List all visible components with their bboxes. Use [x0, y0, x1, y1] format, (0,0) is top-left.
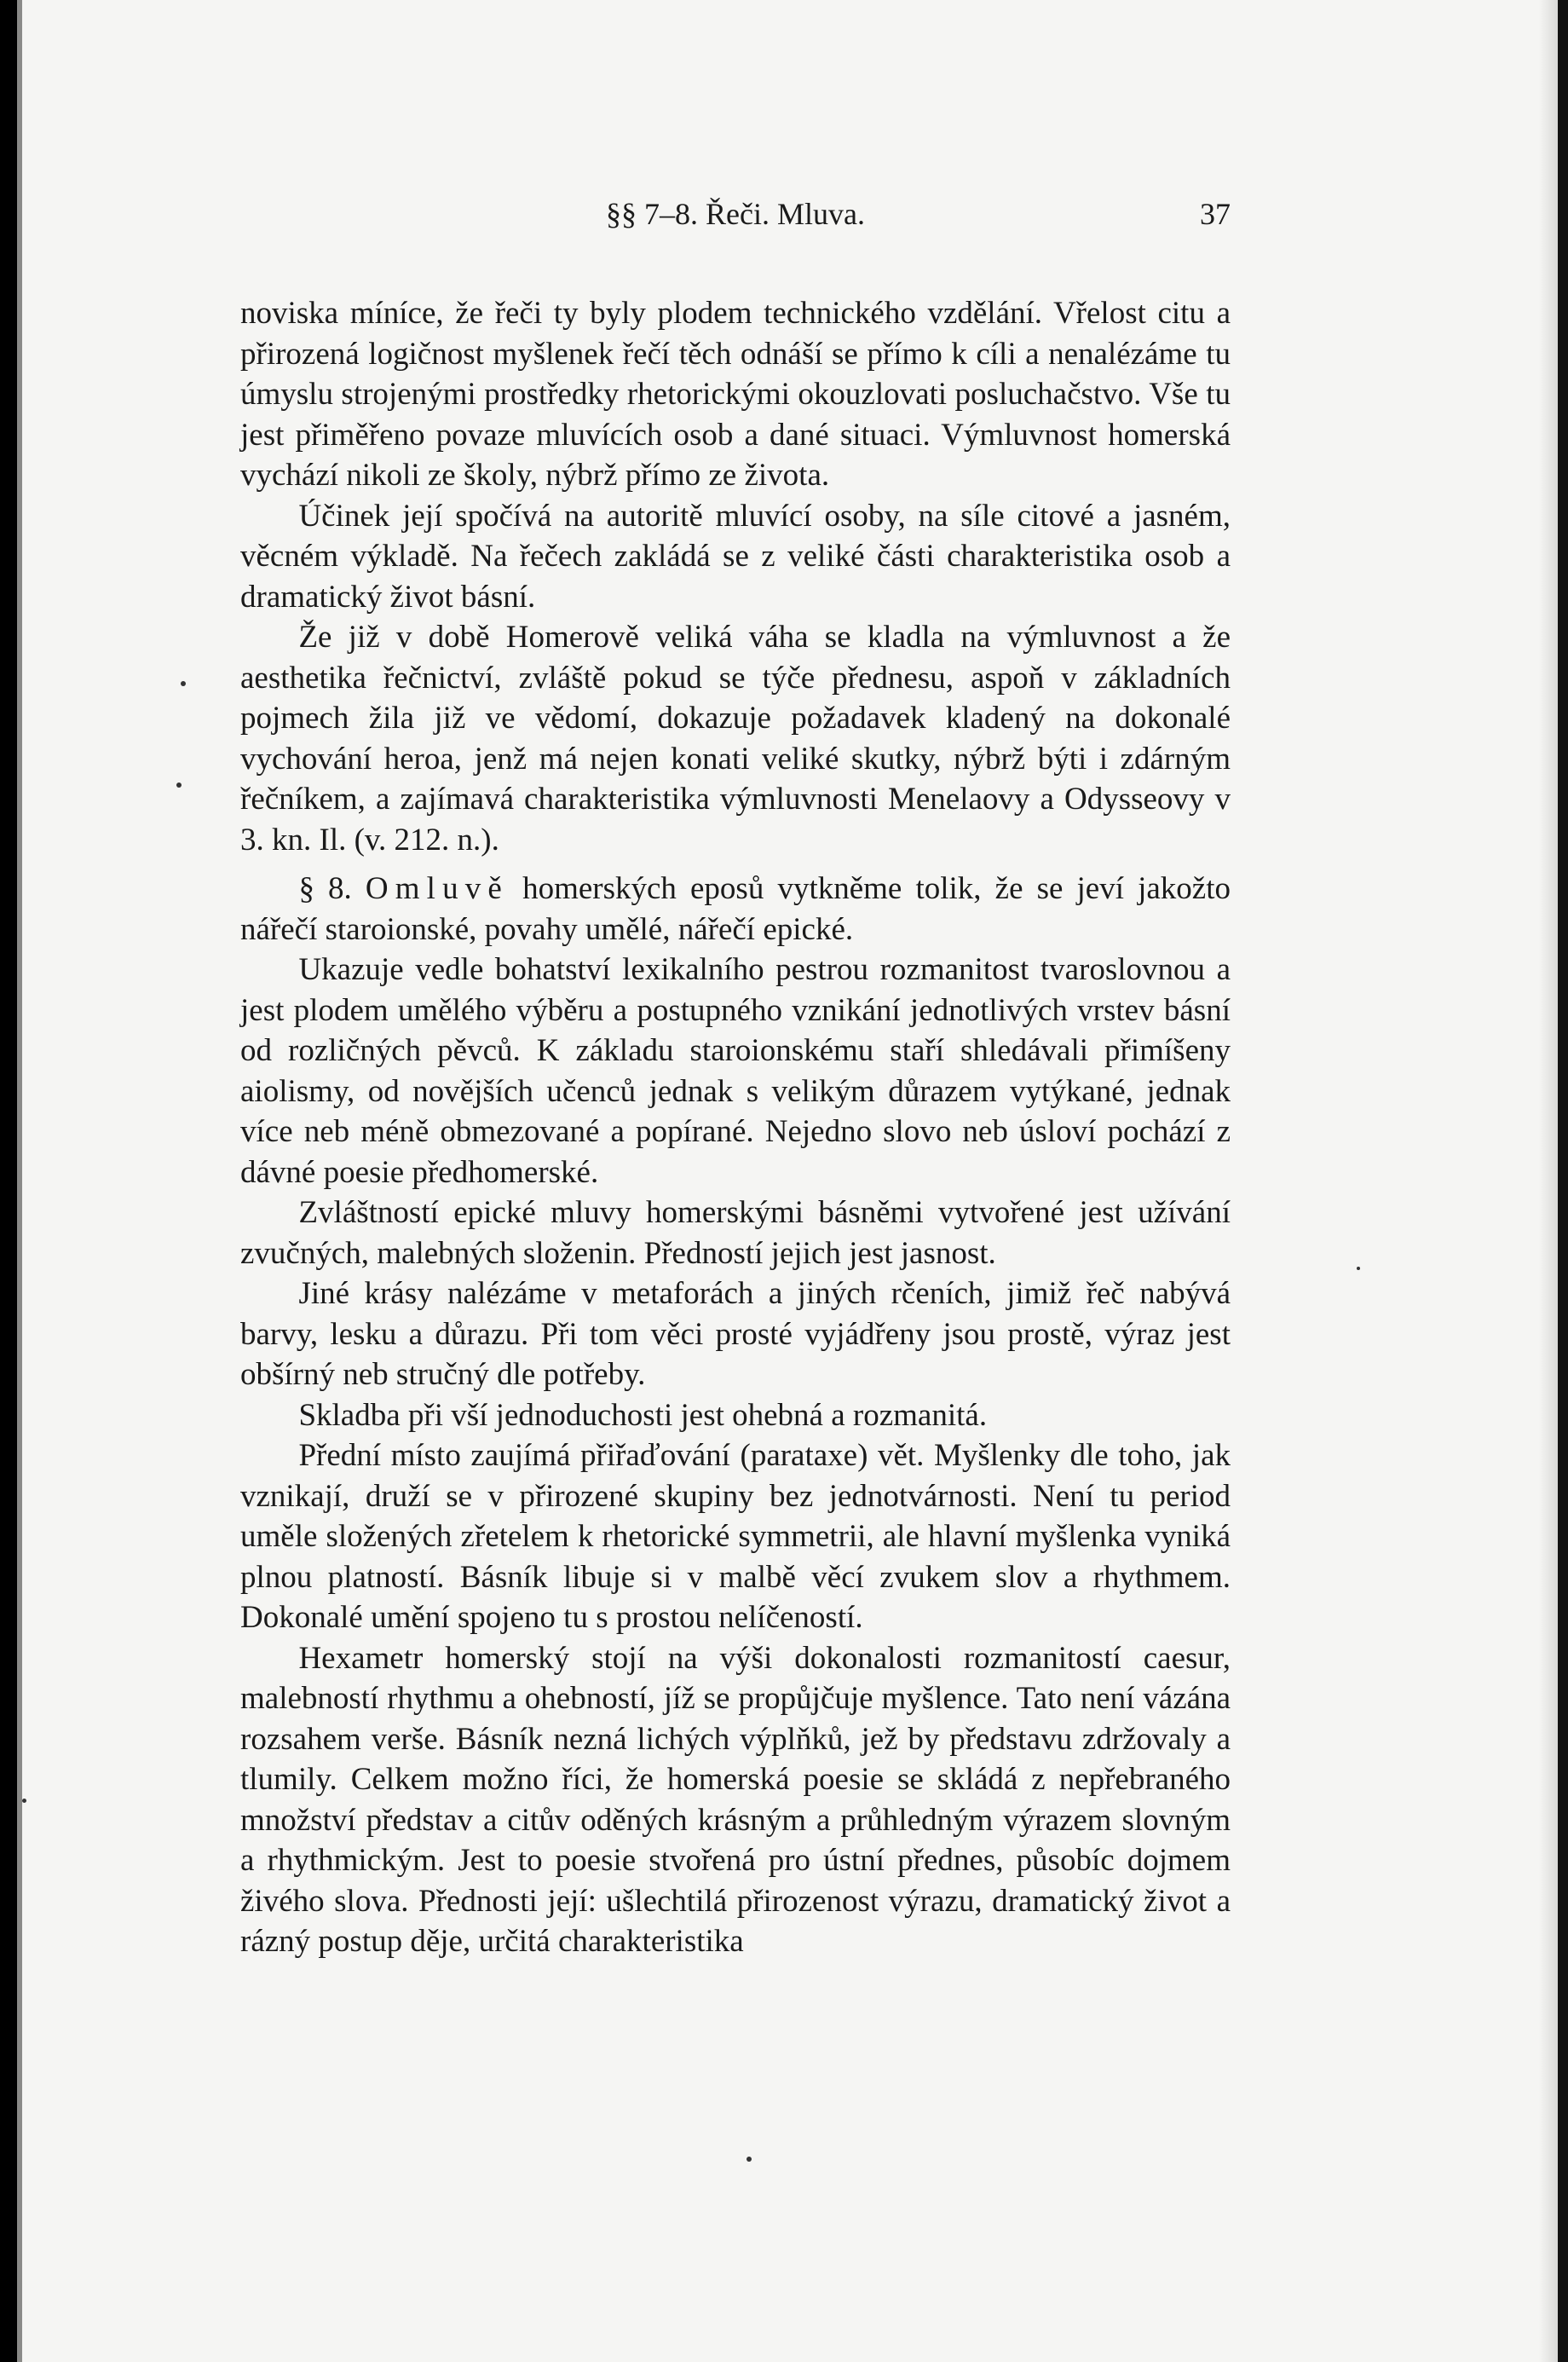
- paragraph-10: Hexametr homerský stojí na výši dokonalosti rozmanitostí caesur, malebností rhythmu a ohebností, jíž se propůjčuje myšlence. Tato není vázána rozsahem verše. Básník nezná lichých výplňků, jež by představu zdržovaly a tlumily. Celkem možno říci, že homerská poesie se skládá z nepřebraného množství představ a citův oděných krásným a průhledným výrazem slovným a rhythmickým. Jest to poesie stvořená pro ústní přednes, působíc dojmem živého slova. Přednosti její: ušlechtilá přirozenost výrazu, dramatický život a rázný postup děje, určitá charakteristika: [240, 1640, 1231, 1959]
- section-8-paragraph: [240, 869, 1231, 950]
- print-speck: [176, 783, 182, 788]
- scan-left-border-shadow: [17, 0, 22, 2362]
- print-speck: [1357, 1267, 1360, 1270]
- running-header: [240, 194, 1231, 237]
- print-speck: [181, 681, 186, 686]
- section-8-text: homerských eposů vytkněme tolik, že se jeví jakožto nářečí staroionské, povahy umělé, nářečí epické.: [240, 871, 1231, 947]
- paragraph-5: Ukazuje vedle bohatství lexikalního pestrou rozmanitost tvaroslovnou a jest plodem umělého výběru a postupného vznikání jednotlivých vrstev básní od rozličných pěvců. K základu staroionskému staří shledávali přimíšeny aiolismy, od novějších učenců jednak s velikým důrazem vytýkané, jednak více neb méně obmezované a popírané. Nejedno slovo neb úsloví pochází z dávné poesie předhomerské.: [240, 952, 1231, 1190]
- print-speck: [747, 2157, 752, 2162]
- section-mark: § 8.: [298, 871, 352, 906]
- paragraph-8: Skladba při vší jednoduchosti jest ohebná a rozmanitá.: [298, 1397, 988, 1433]
- paragraph-6: Zvláštností epické mluvy homerskými básněmi vytvořené jest užívání zvučných, malebných složenin. Předností jejich jest jasnost.: [240, 1195, 1231, 1271]
- section-keyword: Omluvě: [365, 871, 509, 906]
- scan-right-border: [1558, 0, 1568, 2362]
- running-title: §§ 7–8. Řeči. Mluva.: [606, 197, 865, 231]
- paragraph-9: Přední místo zaujímá přiřaďování (parataxe) vět. Myšlenky dle toho, jak vznikají, druží se v přirozené skupiny bez jednotvárnosti. Není tu period uměle složených zřetelem k rhetorické symmetrii, ale hlavní myšlenka vyniká plnou platností. Básník libuje si v malbě věcí zvukem slov a rhythmem. Dokonalé umění spojeno tu s prostou nelíčeností.: [240, 1438, 1231, 1635]
- page-number: 37: [1200, 197, 1231, 231]
- print-speck: [22, 1799, 26, 1803]
- scan-right-border-shadow: [1539, 0, 1558, 2362]
- paragraph-1: noviska míníce, že řeči ty byly plodem technického vzdělání. Vřelost citu a přirozená logičnost myšlenek řečí těch odnáší se přímo k cíli a nenalézáme tu úmyslu strojenými prostředky rhetorickými okouzlovati posluchačstvo. Vše tu jest přiměřeno povaze mluvících osob a dané situaci. Výmluvnost homerská vychází nikoli ze školy, nýbrž přímo ze života.: [240, 296, 1231, 493]
- book-page: [240, 194, 1231, 1962]
- paragraph-3: Že již v době Homerově veliká váha se kladla na výmluvnost a že aesthetika řečnictví, zvláště pokud se týče přednesu, aspoň v základních pojmech žila již ve vědomí, dokazuje požadavek kladený na dokonalé vychování heroa, jenž má nejen konati veliké skutky, nýbrž býti i zdárným řečníkem, a zajímavá charakteristika výmluvnosti Menelaovy a Odysseovy v 3. kn. Il. (v. 212. n.).: [240, 620, 1231, 858]
- paragraph-7: Jiné krásy nalézáme v metaforách a jiných rčeních, jimiž řeč nabývá barvy, lesku a důrazu. Při tom věci prosté vyjádřeny jsou prostě, výraz jest obšírný neb stručný dle potřeby.: [240, 1276, 1231, 1392]
- scan-left-border: [0, 0, 17, 2362]
- paragraph-2: Účinek její spočívá na autoritě mluvící osoby, na síle citové a jasném, věcném výkladě. Na řečech zakládá se z veliké části charakteristika osob a dramatický život básní.: [240, 498, 1231, 615]
